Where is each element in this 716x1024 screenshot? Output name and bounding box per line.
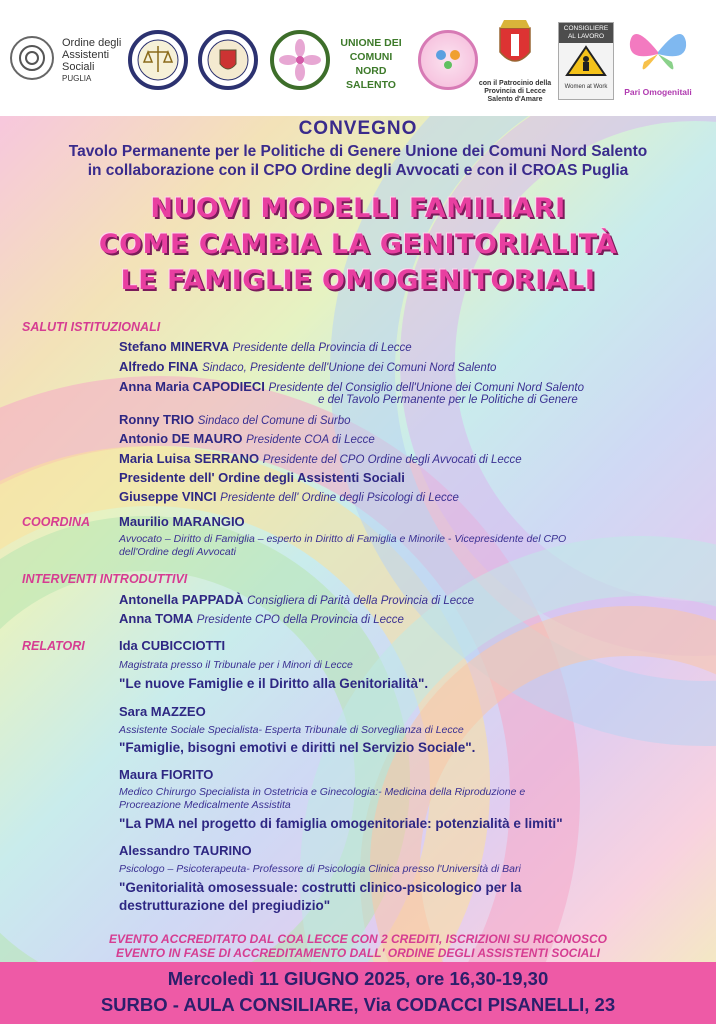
relatore-talk-title: "Famiglie, bisogni emotivi e diritti nel Servizio Sociale".	[119, 740, 476, 755]
section-coordina-label: COORDINA	[22, 515, 91, 529]
patrocinio-line-1: con il Patrocinio della	[478, 80, 552, 87]
relatore-desc: Magistrata presso il Tribunale per i Minori di Lecce	[119, 659, 353, 671]
subtitle-line-1: Tavolo Permanente per le Politiche di Genere Unione dei Comuni Nord Salento	[68, 143, 648, 160]
unione-line-1: UNIONE DEI	[340, 37, 402, 49]
speaker-role: Consigliera di Parità della Provincia di Lecce	[247, 595, 475, 607]
speaker-name: Antonella PAPPADÀ	[119, 592, 244, 607]
saluti-item	[119, 412, 351, 427]
interventi-item	[119, 611, 404, 626]
relatore-talk-title: "La PMA nel progetto di famiglia omogenitoriale: potenzialità e limiti"	[119, 816, 563, 831]
pari-omogenitali-logo	[624, 22, 692, 97]
saluti-item	[119, 431, 375, 446]
relatore-desc-2: Procreazione Medicalmente Assistita	[119, 799, 291, 811]
title-line-2: COME CAMBIA LA GENITORIALITÀ	[98, 229, 618, 260]
speaker-role: Presidente della Provincia di Lecce	[232, 342, 412, 354]
saluti-item	[119, 489, 459, 504]
coat-of-arms-icon	[492, 18, 538, 74]
spiral-icon	[12, 38, 52, 78]
title-line-3: LE FAMIGLIE OMOGENITORIALI	[120, 265, 596, 296]
accreditation-line-1: EVENTO ACCREDITATO DAL COA LECCE CON 2 CREDITI, ISCRIZIONI SU RICONOSCO	[108, 932, 608, 946]
speaker-name: Antonio DE MAURO	[119, 431, 243, 446]
coordinator-name: Maurilio MARANGIO	[119, 514, 245, 529]
tavolo-flower-logo	[270, 30, 330, 90]
patrocinio-line-3: Salento d'Amare	[487, 96, 543, 103]
subtitle-line-2: in collaborazione con il CPO Ordine degli Avvocati e con il CROAS Puglia	[87, 162, 629, 179]
saluti-item	[119, 470, 405, 485]
speaker-name: Anna TOMA	[119, 611, 194, 626]
speaker-name: Giuseppe VINCI	[119, 489, 217, 504]
unione-line-2: COMUNI	[349, 51, 393, 63]
title-line-1: NUOVI MODELLI FAMILIARI	[150, 193, 566, 224]
relatore-desc: Assistente Sociale Specialista- Esperta Tribunale di Sorveglianza di Lecce	[119, 724, 464, 736]
speaker-role: Sindaco, Presidente dell'Unione dei Comuni Nord Salento	[202, 362, 497, 374]
scales-icon	[132, 34, 184, 86]
ordine-line-3: Sociali	[62, 61, 95, 73]
flower-icon	[274, 34, 326, 86]
colorful-family-logo	[418, 30, 478, 90]
saluti-item	[119, 379, 584, 394]
patrocinio-text	[478, 80, 552, 104]
relatore-desc: Medico Chirurgo Specialista in Ostetricia e Ginecologia:- Medicina della Riproduzione e	[119, 786, 526, 798]
relatore-name: Alessandro TAURINO	[119, 843, 252, 858]
butterfly-icon	[624, 22, 692, 82]
relatore-desc: Psicologo – Psicoterapeuta- Professore di Psicologia Clinica presso l'Università di Bari	[119, 863, 521, 875]
logo-bar	[0, 0, 716, 116]
ordine-assistenti-text	[62, 37, 121, 85]
patrocinio-line-2: Provincia di Lecce	[484, 88, 546, 95]
relatore-talk-title-2: destrutturazione del pregiudizio"	[119, 898, 331, 913]
event-location: SURBO - AULA CONSILIARE, Via CODACCI PISANELLI, 23	[100, 994, 616, 1015]
section-relatori-label: RELATORI	[22, 639, 85, 653]
speaker-name: Maria Luisa SERRANO	[119, 451, 260, 466]
ordine-line-2: Assistenti	[62, 49, 110, 61]
family-icon	[421, 33, 475, 87]
relatore-talk-title: "Le nuove Famiglie e il Diritto alla Genitorialità".	[119, 676, 429, 691]
saluti-item	[119, 339, 412, 354]
cpo-avvocati-seal	[128, 30, 188, 90]
relatore-name: Ida CUBICCIOTTI	[119, 638, 226, 653]
relatore-talk-title: "Genitorialità omosessuale: costrutti clinico-psicologico per la	[119, 880, 522, 895]
ordine-line-1: Ordine degli	[62, 37, 122, 49]
speaker-role: Presidente del Consiglio dell'Unione dei Comuni Nord Salento	[268, 382, 584, 394]
coordinator-desc-2: dell'Ordine degli Avvocati	[119, 546, 236, 558]
coordinator-desc-1: Avvocato – Diritto di Famiglia – esperto in Diritto di Famiglia e Minorile - Vicepresidente del CPO	[119, 533, 567, 545]
interventi-item	[119, 592, 474, 607]
consigliere-line-1: CONSIGLIERE	[563, 25, 609, 32]
speaker-name: Stefano MINERVA	[119, 339, 230, 354]
speaker-name: Ronny TRIO	[119, 412, 195, 427]
convegno-label: CONVEGNO	[298, 118, 418, 139]
speaker-role-continued: e del Tavolo Permanente per le Politiche di Genere	[318, 394, 578, 406]
unione-line-3: NORD SALENTO	[346, 65, 396, 91]
pari-label: Pari Omogenitali	[624, 87, 692, 97]
crest-icon	[202, 34, 254, 86]
saluti-item	[119, 451, 522, 466]
relatore-name: Maura FIORITO	[119, 767, 214, 782]
accreditation-line-2: EVENTO IN FASE DI ACCREDITAMENTO DALL' ORDINE DEGLI ASSISTENTI SOCIALI	[116, 946, 600, 960]
ordine-assistenti-logo	[10, 36, 54, 80]
consigliere-line-3: Women at Work	[564, 84, 608, 90]
saluti-item	[119, 359, 496, 374]
event-date: Mercoledì 11 GIUGNO 2025, ore 16,30-19,30	[167, 968, 549, 989]
section-interventi-label: INTERVENTI INTRODUTTIVI	[22, 572, 188, 586]
speaker-name: Anna Maria CAPODIECI	[119, 379, 265, 394]
relatore-name: Sara MAZZEO	[119, 704, 206, 719]
consigliere-banner	[559, 23, 613, 43]
speaker-name: Alfredo FINA	[119, 359, 199, 374]
speaker-role: Sindaco del Comune di Surbo	[197, 415, 351, 427]
speaker-role: Presidente CPO della Provincia di Lecce	[196, 614, 404, 626]
ordine-avvocati-seal	[198, 30, 258, 90]
section-saluti-label: SALUTI ISTITUZIONALI	[22, 320, 161, 334]
unione-logo-text	[336, 36, 406, 92]
ordine-line-4: PUGLIA	[62, 74, 92, 83]
speaker-role: Presidente dell' Ordine degli Psicologi di Lecce	[220, 492, 459, 504]
speaker-name: Presidente dell' Ordine degli Assistenti Sociali	[119, 470, 405, 485]
consigliere-line-2: AL LAVORO	[567, 33, 605, 40]
footer-banner	[0, 962, 716, 1024]
speaker-role: Presidente del CPO Ordine degli Avvocati di Lecce	[262, 454, 522, 466]
speaker-role: Presidente COA di Lecce	[246, 434, 375, 446]
warning-sign-icon	[559, 43, 613, 79]
provincia-lecce-crest	[492, 18, 538, 74]
consigliere-lavoro-logo	[558, 22, 614, 100]
